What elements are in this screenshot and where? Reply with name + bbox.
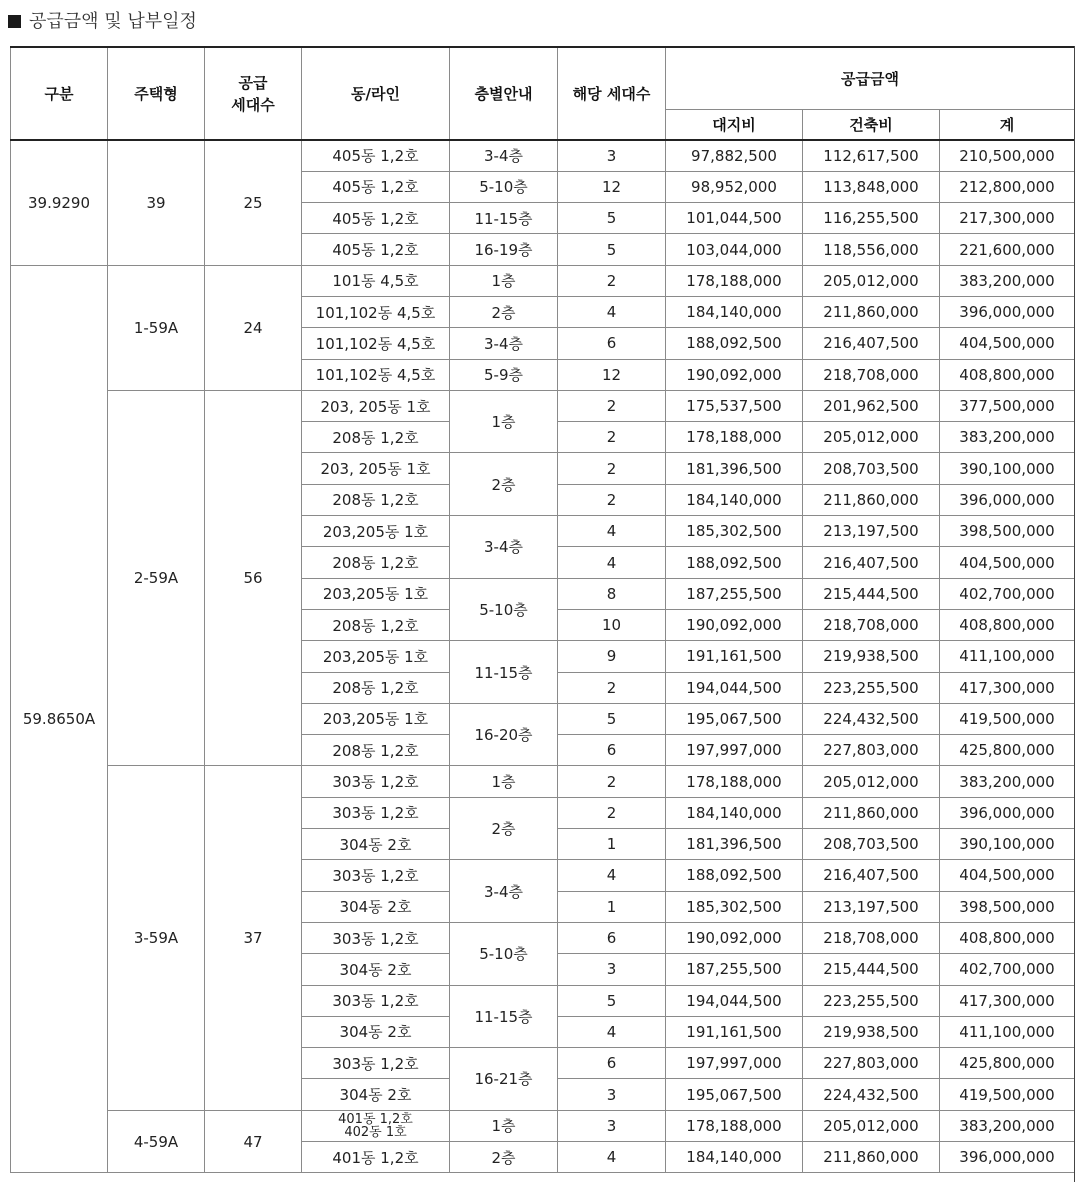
total-cell: 425,800,000 xyxy=(940,1048,1075,1079)
dong-cell: 203, 205동 1호 xyxy=(302,453,450,484)
section-title xyxy=(8,8,197,36)
land-cell: 195,067,500 xyxy=(666,1079,803,1110)
total-cell: 390,100,000 xyxy=(940,453,1075,484)
type-cell: 39 xyxy=(108,140,205,265)
dong-cell: 101,102동 4,5호 xyxy=(302,296,450,327)
table-row xyxy=(11,140,1075,171)
floor-cell: 2층 xyxy=(450,797,558,860)
dong-cell: 303동 1,2호 xyxy=(302,985,450,1016)
units-cell: 1 xyxy=(558,829,666,860)
floor-cell: 1층 xyxy=(450,1110,558,1141)
land-cell: 178,188,000 xyxy=(666,1110,803,1141)
land-cell: 103,044,000 xyxy=(666,234,803,265)
dong-cell: 304동 2호 xyxy=(302,829,450,860)
total-cell: 383,200,000 xyxy=(940,422,1075,453)
units-cell: 3 xyxy=(558,1110,666,1141)
land-cell: 191,161,500 xyxy=(666,1016,803,1047)
dong-cell: 208동 1,2호 xyxy=(302,609,450,640)
build-cell: 219,938,500 xyxy=(803,641,940,672)
build-cell: 223,255,500 xyxy=(803,985,940,1016)
header-supply-units: 공급 세대수 xyxy=(205,47,302,140)
land-cell: 178,188,000 xyxy=(666,265,803,296)
total-cell: 398,500,000 xyxy=(940,516,1075,547)
dong-line-2: 402동 1호 xyxy=(344,1124,407,1140)
total-cell: 383,200,000 xyxy=(940,265,1075,296)
total-cell: 402,700,000 xyxy=(940,954,1075,985)
units-cell: 6 xyxy=(558,735,666,766)
total-cell: 396,000,000 xyxy=(940,1142,1075,1173)
total-cell: 417,300,000 xyxy=(940,985,1075,1016)
dong-cell: 405동 1,2호 xyxy=(302,171,450,202)
land-cell: 191,161,500 xyxy=(666,641,803,672)
dong-cell: 101,102동 4,5호 xyxy=(302,328,450,359)
units-cell: 12 xyxy=(558,171,666,202)
table-row xyxy=(11,265,1075,296)
total-cell: 221,600,000 xyxy=(940,234,1075,265)
floor-cell: 3-4층 xyxy=(450,328,558,359)
header-dong-line: 동/라인 xyxy=(302,47,450,140)
build-cell: 112,617,500 xyxy=(803,140,940,171)
total-cell: 402,700,000 xyxy=(940,578,1075,609)
land-cell: 194,044,500 xyxy=(666,985,803,1016)
build-cell: 224,432,500 xyxy=(803,703,940,734)
total-cell: 383,200,000 xyxy=(940,1110,1075,1141)
floor-cell: 2층 xyxy=(450,453,558,516)
total-cell: 419,500,000 xyxy=(940,703,1075,734)
build-cell: 216,407,500 xyxy=(803,860,940,891)
floor-cell: 1층 xyxy=(450,766,558,797)
type-cell: 2-59A xyxy=(108,390,205,766)
build-cell: 215,444,500 xyxy=(803,578,940,609)
dong-cell: 203,205동 1호 xyxy=(302,703,450,734)
floor-cell: 1층 xyxy=(450,390,558,453)
supply-cell: 24 xyxy=(205,265,302,390)
header-gubun: 구분 xyxy=(11,47,108,140)
build-cell: 205,012,000 xyxy=(803,422,940,453)
build-cell: 218,708,000 xyxy=(803,609,940,640)
square-bullet-icon xyxy=(8,15,21,28)
land-cell: 184,140,000 xyxy=(666,484,803,515)
units-cell: 5 xyxy=(558,703,666,734)
build-cell: 205,012,000 xyxy=(803,265,940,296)
build-cell: 216,407,500 xyxy=(803,547,940,578)
section-title-text: 공급금액 및 납부일정 xyxy=(29,11,197,32)
table-right-edge xyxy=(1074,46,1075,1182)
header-land: 대지비 xyxy=(666,109,803,140)
floor-cell: 1층 xyxy=(450,265,558,296)
units-cell: 2 xyxy=(558,453,666,484)
dong-line-1: 401동 1,2호 xyxy=(338,1111,413,1127)
units-cell: 3 xyxy=(558,140,666,171)
total-cell: 377,500,000 xyxy=(940,390,1075,421)
total-cell: 419,500,000 xyxy=(940,1079,1075,1110)
total-cell: 217,300,000 xyxy=(940,203,1075,234)
units-cell: 6 xyxy=(558,328,666,359)
units-cell: 2 xyxy=(558,390,666,421)
dong-cell xyxy=(302,1110,450,1141)
units-cell: 9 xyxy=(558,641,666,672)
total-cell: 396,000,000 xyxy=(940,484,1075,515)
build-cell: 224,432,500 xyxy=(803,1079,940,1110)
header-type: 주택형 xyxy=(108,47,205,140)
build-cell: 211,860,000 xyxy=(803,296,940,327)
floor-cell: 16-21층 xyxy=(450,1048,558,1111)
units-cell: 4 xyxy=(558,547,666,578)
build-cell: 118,556,000 xyxy=(803,234,940,265)
land-cell: 188,092,500 xyxy=(666,547,803,578)
dong-cell: 303동 1,2호 xyxy=(302,797,450,828)
dong-cell: 304동 2호 xyxy=(302,1016,450,1047)
units-cell: 10 xyxy=(558,609,666,640)
floor-cell: 3-4층 xyxy=(450,140,558,171)
land-cell: 185,302,500 xyxy=(666,891,803,922)
land-cell: 197,997,000 xyxy=(666,735,803,766)
build-cell: 208,703,500 xyxy=(803,829,940,860)
dong-cell: 101,102동 4,5호 xyxy=(302,359,450,390)
header-total: 계 xyxy=(940,109,1075,140)
land-cell: 184,140,000 xyxy=(666,296,803,327)
units-cell: 2 xyxy=(558,672,666,703)
total-cell: 383,200,000 xyxy=(940,766,1075,797)
dong-cell: 405동 1,2호 xyxy=(302,234,450,265)
dong-cell: 203, 205동 1호 xyxy=(302,390,450,421)
header-floor: 층별안내 xyxy=(450,47,558,140)
dong-cell: 304동 2호 xyxy=(302,954,450,985)
build-cell: 227,803,000 xyxy=(803,735,940,766)
gubun-cell: 59.8650A xyxy=(11,265,108,1173)
total-cell: 417,300,000 xyxy=(940,672,1075,703)
floor-cell: 3-4층 xyxy=(450,860,558,923)
table-row xyxy=(11,766,1075,797)
floor-cell: 3-4층 xyxy=(450,516,558,579)
total-cell: 404,500,000 xyxy=(940,860,1075,891)
table-row xyxy=(11,1110,1075,1141)
land-cell: 195,067,500 xyxy=(666,703,803,734)
units-cell: 4 xyxy=(558,296,666,327)
total-cell: 210,500,000 xyxy=(940,140,1075,171)
total-cell: 408,800,000 xyxy=(940,359,1075,390)
dong-cell: 208동 1,2호 xyxy=(302,547,450,578)
units-cell: 3 xyxy=(558,1079,666,1110)
units-cell: 4 xyxy=(558,1016,666,1047)
dong-cell: 203,205동 1호 xyxy=(302,516,450,547)
build-cell: 208,703,500 xyxy=(803,453,940,484)
dong-cell: 303동 1,2호 xyxy=(302,766,450,797)
units-cell: 4 xyxy=(558,860,666,891)
build-cell: 211,860,000 xyxy=(803,484,940,515)
land-cell: 185,302,500 xyxy=(666,516,803,547)
land-cell: 98,952,000 xyxy=(666,171,803,202)
land-cell: 190,092,000 xyxy=(666,922,803,953)
land-cell: 197,997,000 xyxy=(666,1048,803,1079)
build-cell: 113,848,000 xyxy=(803,171,940,202)
supply-cell: 37 xyxy=(205,766,302,1110)
build-cell: 227,803,000 xyxy=(803,1048,940,1079)
land-cell: 184,140,000 xyxy=(666,1142,803,1173)
dong-cell: 303동 1,2호 xyxy=(302,1048,450,1079)
units-cell: 5 xyxy=(558,985,666,1016)
floor-cell: 2층 xyxy=(450,1142,558,1173)
dong-cell: 405동 1,2호 xyxy=(302,140,450,171)
land-cell: 187,255,500 xyxy=(666,954,803,985)
header-price: 공급금액 xyxy=(666,47,1075,109)
total-cell: 404,500,000 xyxy=(940,547,1075,578)
total-cell: 411,100,000 xyxy=(940,641,1075,672)
land-cell: 175,537,500 xyxy=(666,390,803,421)
type-cell: 4-59A xyxy=(108,1110,205,1173)
build-cell: 201,962,500 xyxy=(803,390,940,421)
total-cell: 396,000,000 xyxy=(940,797,1075,828)
gubun-cell: 39.9290 xyxy=(11,140,108,265)
dong-cell: 303동 1,2호 xyxy=(302,860,450,891)
floor-cell: 2층 xyxy=(450,296,558,327)
floor-cell: 16-20층 xyxy=(450,703,558,766)
land-cell: 188,092,500 xyxy=(666,328,803,359)
total-cell: 404,500,000 xyxy=(940,328,1075,359)
build-cell: 205,012,000 xyxy=(803,766,940,797)
build-cell: 219,938,500 xyxy=(803,1016,940,1047)
floor-cell: 11-15층 xyxy=(450,203,558,234)
units-cell: 2 xyxy=(558,265,666,296)
build-cell: 211,860,000 xyxy=(803,1142,940,1173)
supply-cell: 47 xyxy=(205,1110,302,1173)
land-cell: 190,092,000 xyxy=(666,609,803,640)
supply-price-table xyxy=(10,46,1075,1173)
dong-cell: 401동 1,2호 xyxy=(302,1142,450,1173)
land-cell: 178,188,000 xyxy=(666,422,803,453)
floor-cell: 11-15층 xyxy=(450,985,558,1048)
land-cell: 190,092,000 xyxy=(666,359,803,390)
total-cell: 212,800,000 xyxy=(940,171,1075,202)
units-cell: 8 xyxy=(558,578,666,609)
land-cell: 194,044,500 xyxy=(666,672,803,703)
dong-cell: 203,205동 1호 xyxy=(302,578,450,609)
land-cell: 97,882,500 xyxy=(666,140,803,171)
land-cell: 181,396,500 xyxy=(666,453,803,484)
type-cell: 1-59A xyxy=(108,265,205,390)
units-cell: 2 xyxy=(558,766,666,797)
units-cell: 6 xyxy=(558,922,666,953)
table-row xyxy=(11,390,1075,421)
total-cell: 408,800,000 xyxy=(940,609,1075,640)
total-cell: 398,500,000 xyxy=(940,891,1075,922)
total-cell: 408,800,000 xyxy=(940,922,1075,953)
units-cell: 5 xyxy=(558,234,666,265)
floor-cell: 11-15층 xyxy=(450,641,558,704)
land-cell: 188,092,500 xyxy=(666,860,803,891)
supply-cell: 25 xyxy=(205,140,302,265)
floor-cell: 5-9층 xyxy=(450,359,558,390)
dong-cell: 304동 2호 xyxy=(302,1079,450,1110)
units-cell: 4 xyxy=(558,1142,666,1173)
units-cell: 4 xyxy=(558,516,666,547)
land-cell: 187,255,500 xyxy=(666,578,803,609)
build-cell: 218,708,000 xyxy=(803,922,940,953)
land-cell: 184,140,000 xyxy=(666,797,803,828)
build-cell: 213,197,500 xyxy=(803,516,940,547)
header-units: 해당 세대수 xyxy=(558,47,666,140)
total-cell: 396,000,000 xyxy=(940,296,1075,327)
header-build: 건축비 xyxy=(803,109,940,140)
build-cell: 205,012,000 xyxy=(803,1110,940,1141)
dong-cell: 405동 1,2호 xyxy=(302,203,450,234)
build-cell: 211,860,000 xyxy=(803,797,940,828)
floor-cell: 16-19층 xyxy=(450,234,558,265)
total-cell: 411,100,000 xyxy=(940,1016,1075,1047)
units-cell: 12 xyxy=(558,359,666,390)
build-cell: 116,255,500 xyxy=(803,203,940,234)
total-cell: 390,100,000 xyxy=(940,829,1075,860)
dong-cell: 208동 1,2호 xyxy=(302,735,450,766)
floor-cell: 5-10층 xyxy=(450,922,558,985)
total-cell: 425,800,000 xyxy=(940,735,1075,766)
units-cell: 6 xyxy=(558,1048,666,1079)
units-cell: 5 xyxy=(558,203,666,234)
dong-cell: 203,205동 1호 xyxy=(302,641,450,672)
dong-cell: 208동 1,2호 xyxy=(302,484,450,515)
units-cell: 2 xyxy=(558,797,666,828)
land-cell: 178,188,000 xyxy=(666,766,803,797)
dong-cell: 304동 2호 xyxy=(302,891,450,922)
type-cell: 3-59A xyxy=(108,766,205,1110)
dong-cell: 101동 4,5호 xyxy=(302,265,450,296)
units-cell: 2 xyxy=(558,484,666,515)
dong-cell: 208동 1,2호 xyxy=(302,422,450,453)
dong-cell: 303동 1,2호 xyxy=(302,922,450,953)
dong-cell: 208동 1,2호 xyxy=(302,672,450,703)
build-cell: 213,197,500 xyxy=(803,891,940,922)
units-cell: 2 xyxy=(558,422,666,453)
units-cell: 3 xyxy=(558,954,666,985)
supply-cell: 56 xyxy=(205,390,302,766)
build-cell: 215,444,500 xyxy=(803,954,940,985)
floor-cell: 5-10층 xyxy=(450,171,558,202)
build-cell: 216,407,500 xyxy=(803,328,940,359)
units-cell: 1 xyxy=(558,891,666,922)
land-cell: 181,396,500 xyxy=(666,829,803,860)
floor-cell: 5-10층 xyxy=(450,578,558,641)
build-cell: 223,255,500 xyxy=(803,672,940,703)
land-cell: 101,044,500 xyxy=(666,203,803,234)
build-cell: 218,708,000 xyxy=(803,359,940,390)
